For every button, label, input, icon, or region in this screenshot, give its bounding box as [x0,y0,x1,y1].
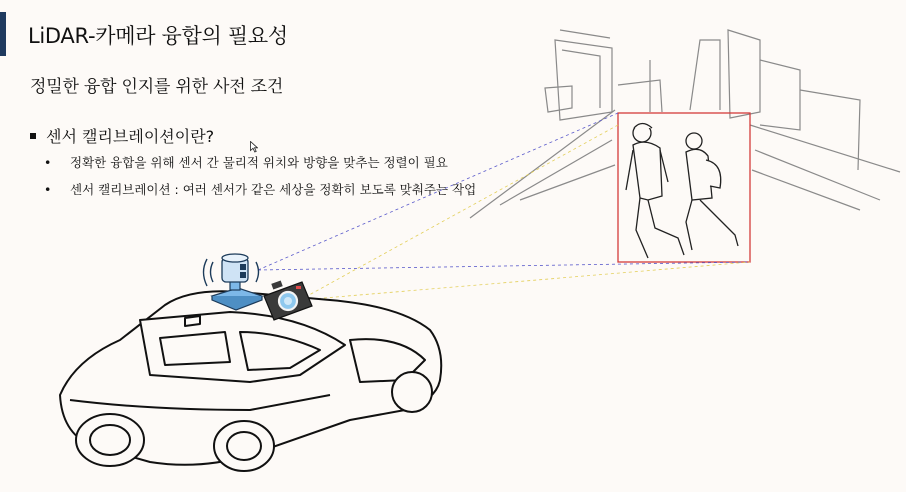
dot-bullet-icon: • [44,182,52,197]
slide-subtitle: 정밀한 융합 인지를 위한 사전 조건 [30,77,284,97]
camera-rays [300,125,750,300]
slide-title: LiDAR-카메라 융합의 필요성 [28,24,288,48]
mouse-cursor-icon [250,141,258,153]
main-bullet-text: 센서 캘리브레이션이란? [46,127,215,146]
dot-bullet-icon: • [44,155,52,170]
street-scene-illustration [470,30,900,218]
sub-bullet-2-text: 센서 캘리브레이션 : 여러 센서가 같은 세상을 정확히 보도록 맞춰주는 작업 [70,182,477,197]
car-illustration [60,291,441,471]
lidar-rays [258,113,750,270]
sub-bullet-1-text: 정확한 융합을 위해 센서 간 물리적 위치와 방향을 맞추는 정렬이 필요 [70,155,448,170]
pedestrians-illustration [626,124,738,259]
